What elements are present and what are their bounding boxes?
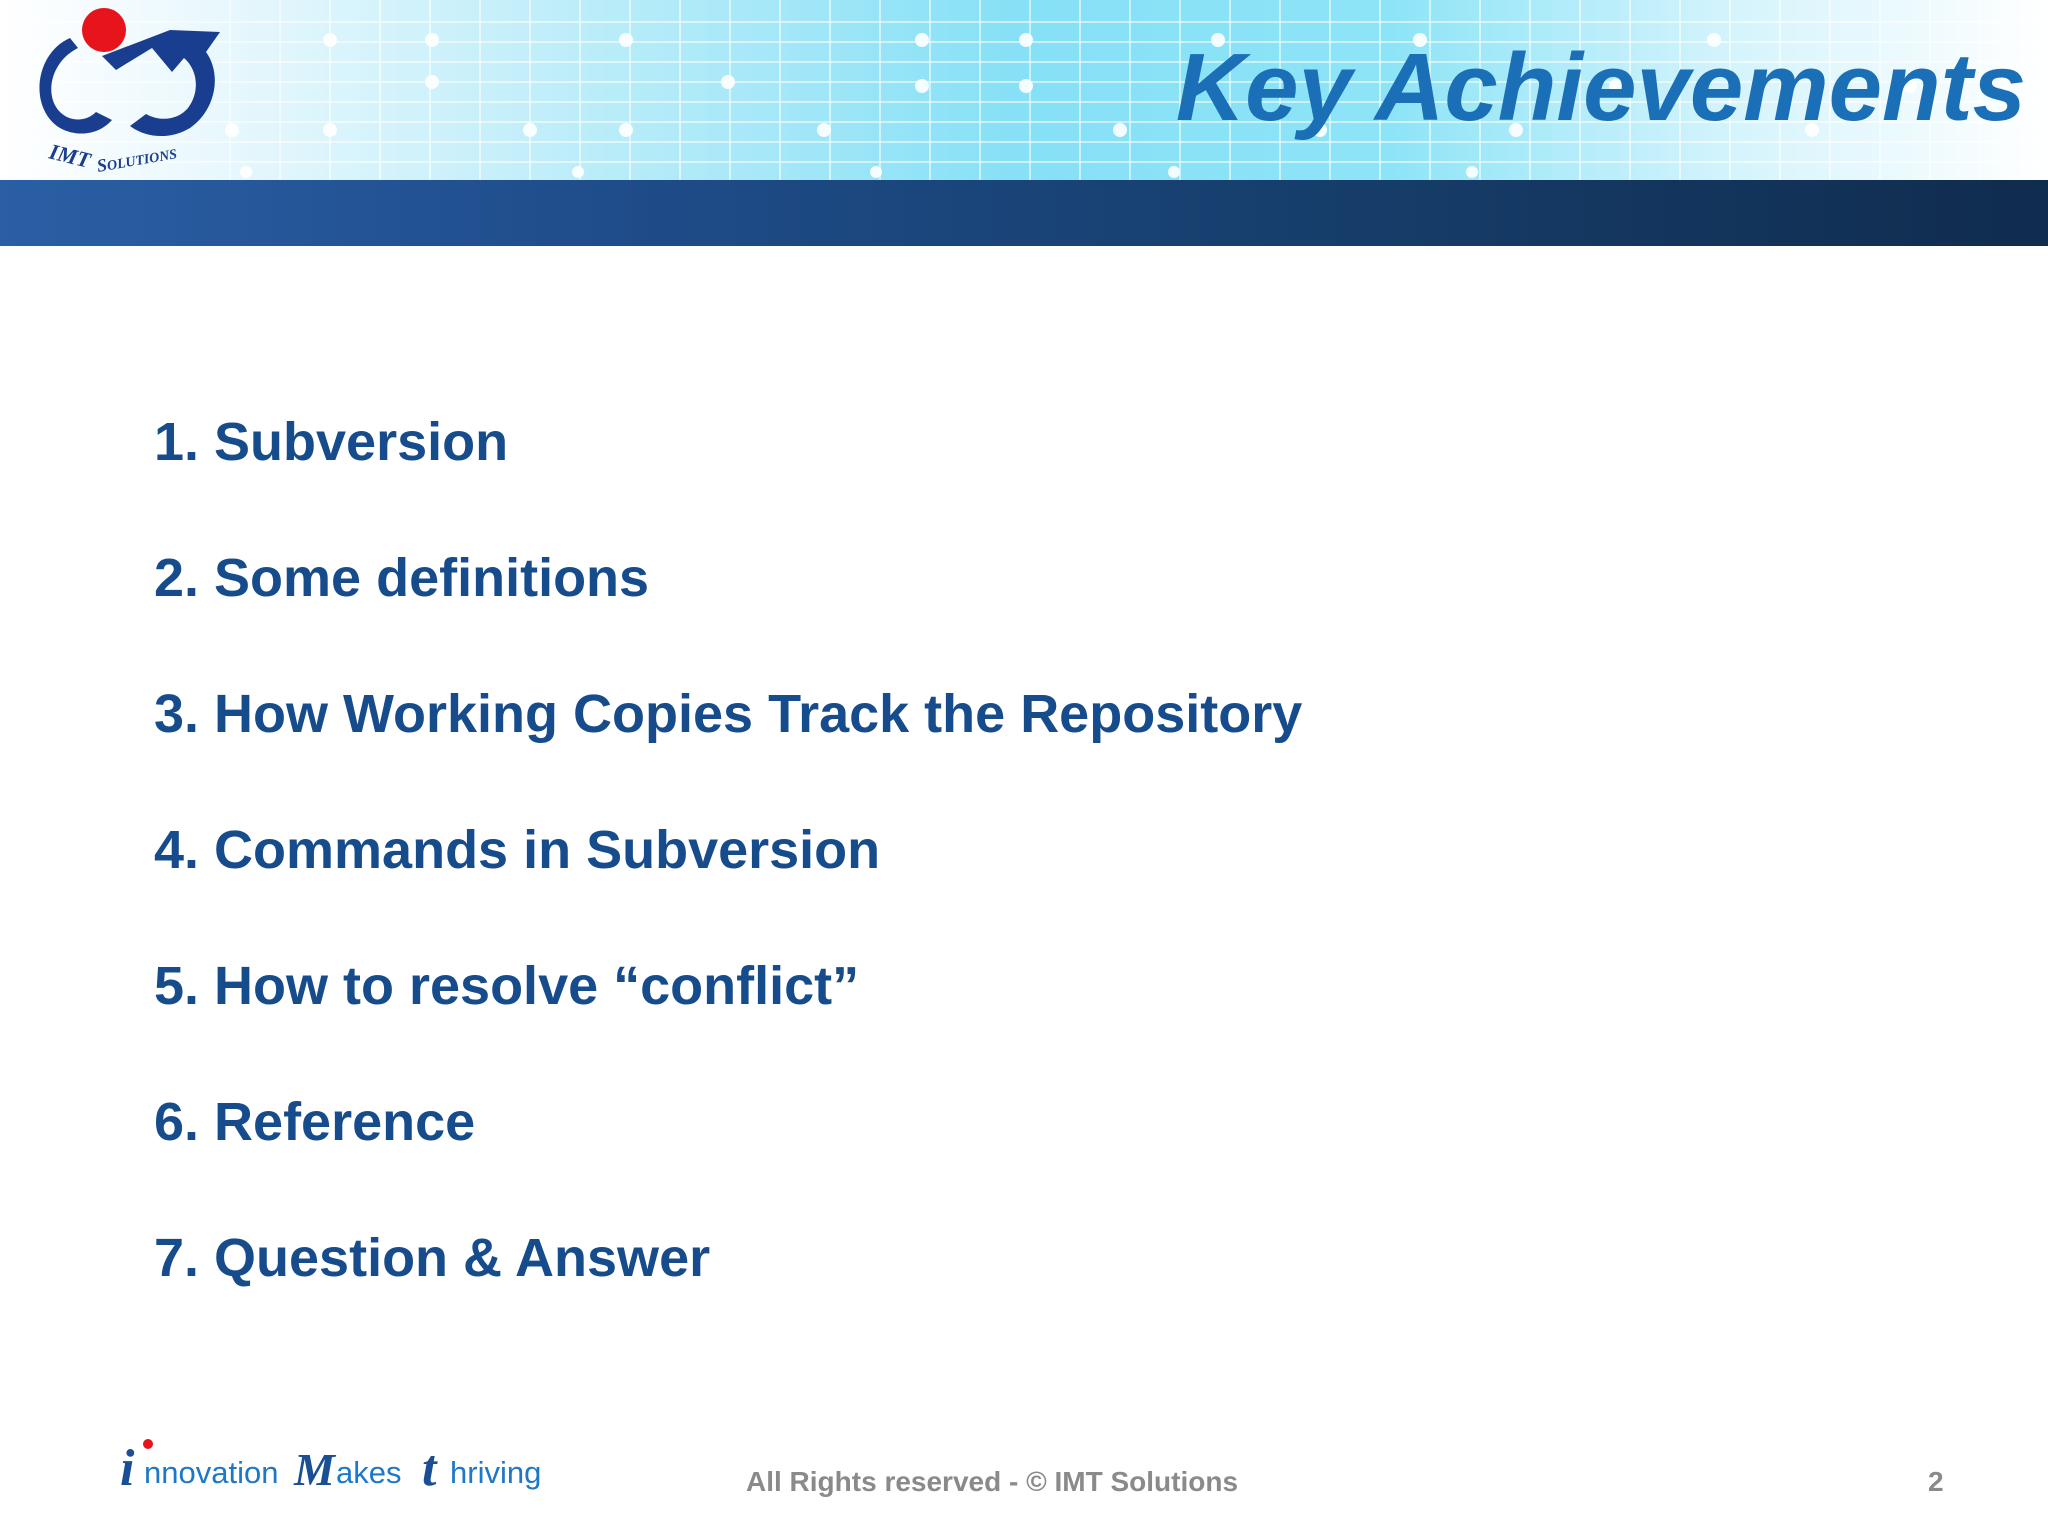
agenda-item: 1. Subversion <box>154 412 509 472</box>
page-number: 2 <box>1928 1466 1944 1497</box>
footer-copyright: All Rights reserved - © IMT Solutions <box>746 1466 1239 1497</box>
agenda-item: 6. Reference <box>154 1092 476 1152</box>
svg-text:IMT: IMT <box>46 138 94 173</box>
tagline-cap-m: M <box>294 1444 335 1495</box>
tagline-word-thriving: hriving <box>450 1455 542 1490</box>
footer-tagline <box>118 1435 568 1495</box>
agenda-item: 3. How Working Copies Track the Repository <box>154 684 1303 744</box>
agenda-item: 2. Some definitions <box>154 548 650 608</box>
header-divider-bar <box>0 180 2048 246</box>
agenda-item: 7. Question & Answer <box>154 1228 711 1288</box>
tagline-graphic <box>118 1435 568 1495</box>
tagline-word-innovation: nnovation <box>144 1455 279 1490</box>
agenda-item: 4. Commands in Subversion <box>154 820 881 880</box>
slide-title: Key Achievements <box>1175 34 2026 141</box>
tagline-cap-t: t <box>422 1440 437 1495</box>
header-banner <box>0 0 2048 180</box>
tagline-cap-i: i <box>120 1440 135 1495</box>
imt-solutions-logo <box>30 8 230 180</box>
agenda-list <box>154 408 1302 1292</box>
tagline-word-makes: akes <box>336 1455 402 1490</box>
svg-text:SOLUTIONS: SOLUTIONS <box>95 147 179 176</box>
agenda-item: 5. How to resolve “conflict” <box>154 956 860 1016</box>
